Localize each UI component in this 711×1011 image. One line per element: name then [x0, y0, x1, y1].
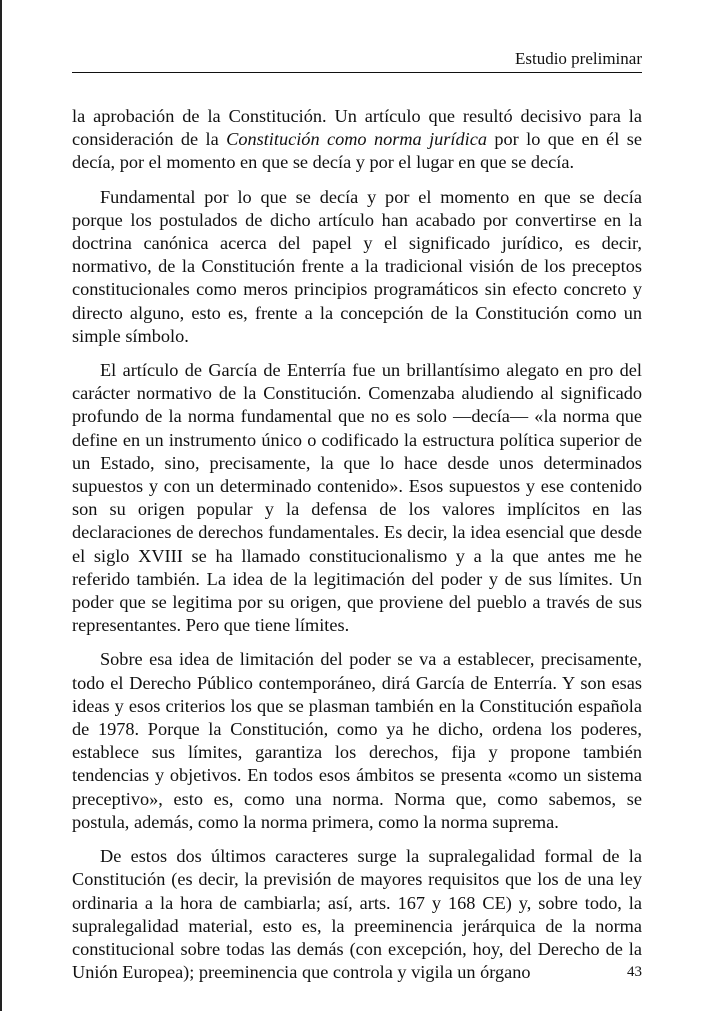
paragraph-3: El artículo de García de Enterría fue un brillantísimo alegato en pro del carácter normativo de la Constitución. Comenzaba aludiendo al significado profundo de la norma fundamental que no es solo —decía— «la norma que define en un instrumento único o codificado la estructura política superior de un Estado, sino, precisamente, la que lo hace desde unos determinados supuestos y con un determinado contenido». Esos supuestos y ese contenido son su origen popular y la defensa de los valores implícitos en las declaraciones de derechos fundamentales. Es decir, la idea esencial que desde el siglo XVIII se ha llamado constitucionalismo y a la que antes me he referido también. La idea de la legitimación del poder y de sus límites. Un poder que se legitima por su origen, que proviene del pueblo a través de sus representantes. Pero que tiene límites.	[72, 360, 642, 636]
paragraph-1	[72, 105, 642, 175]
paragraph-1-italic: Constitución como norma jurídica	[226, 129, 487, 150]
page-number: 43	[627, 964, 642, 980]
page-edge	[0, 0, 2, 1011]
paragraph-1-text-b: por lo que en él se decía, por el momento en que se decía y por el lugar en que se decía.	[72, 129, 642, 173]
running-title: Estudio preliminar	[514, 49, 642, 68]
paragraph-4: Sobre esa idea de limitación del poder se va a establecer, precisamente, todo el Derecho Público contemporáneo, dirá García de Enterría. Y son esas ideas y esos criterios los que se plasman también en la Constitución española de 1978. Porque la Constitución, como ya he dicho, ordena los poderes, establece sus límites, garantiza los derechos, fija y propone también tendencias y objetivos. En todos esos ámbitos se presenta «como un sistema preceptivo», esto es, como una norma. Norma que, como sabemos, se postula, además, como la norma primera, como la norma suprema.	[72, 649, 642, 832]
paragraph-5: De estos dos últimos caracteres surge la supralegalidad formal de la Constitución (es decir, la previsión de mayores requisitos que los de una ley ordinaria a la hora de cambiarla; así, arts. 167 y 168 CE) y, sobre todo, la supralegalidad material, esto es, la preeminencia jerárquica de la norma constitucional sobre todas las demás (con excepción, hoy, del Derecho de la Unión Europea); preeminencia que controla y vigila un órgano	[72, 846, 642, 983]
body-text	[72, 105, 642, 984]
paragraph-2: Fundamental por lo que se decía y por el momento en que se decía porque los postulados de dicho artículo han acabado por convertirse en la doctrina canónica acerca del papel y el significado jurídico, es decir, normativo, de la Constitución frente a la tradicional visión de los preceptos constitucionales como meros principios programáticos sin efecto concreto y directo alguno, esto es, frente a la concepción de la Constitución como un simple símbolo.	[72, 186, 642, 346]
running-header	[72, 48, 642, 73]
paragraph-1-text-a: la aprobación de la Constitución. Un artículo que resultó decisivo para la consideración de la	[72, 106, 642, 150]
